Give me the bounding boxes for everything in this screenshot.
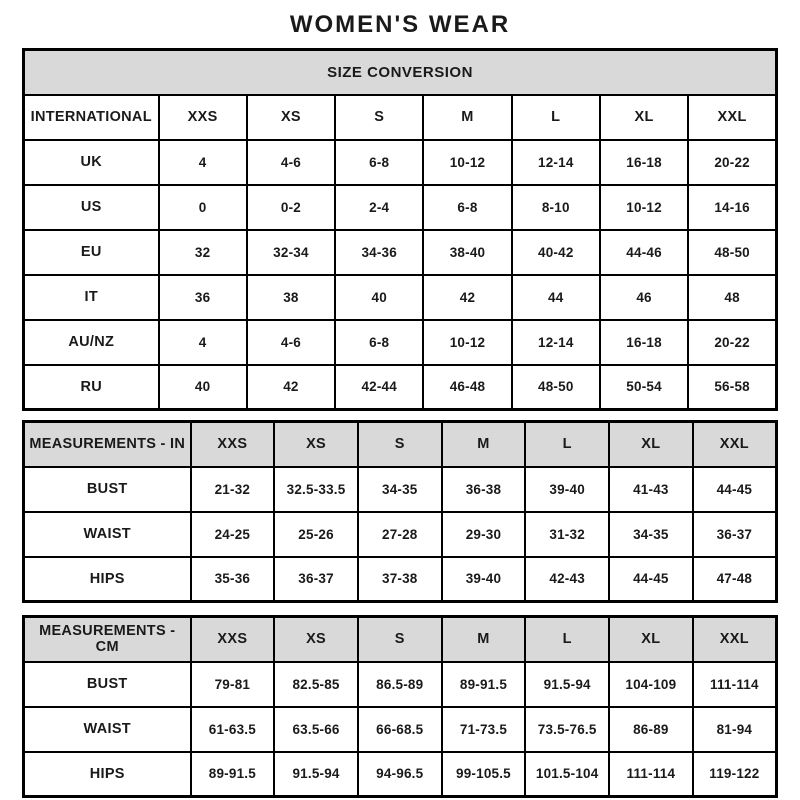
row-label-cell: IT xyxy=(24,275,159,320)
value-cell: 41-43 xyxy=(609,467,693,512)
value-cell: 66-68.5 xyxy=(358,707,442,752)
column-header-row xyxy=(24,422,777,467)
value-cell: 39-40 xyxy=(525,467,609,512)
size-conversion-table xyxy=(22,48,778,411)
value-cell: 14-16 xyxy=(688,185,776,230)
value-cell: 34-35 xyxy=(609,512,693,557)
row-label-cell: EU xyxy=(24,230,159,275)
column-header-cell: L xyxy=(525,617,609,662)
column-header-row xyxy=(24,95,777,140)
column-header-cell: XS xyxy=(274,617,358,662)
value-cell: 6-8 xyxy=(335,140,423,185)
row-label-cell: HIPS xyxy=(24,752,191,797)
row-label-cell: WAIST xyxy=(24,707,191,752)
value-cell: 32 xyxy=(159,230,247,275)
value-cell: 50-54 xyxy=(600,365,688,410)
value-cell: 48-50 xyxy=(512,365,600,410)
value-cell: 86-89 xyxy=(609,707,693,752)
value-cell: 63.5-66 xyxy=(274,707,358,752)
column-header-cell: S xyxy=(358,617,442,662)
table-row xyxy=(24,662,777,707)
row-label-cell: UK xyxy=(24,140,159,185)
value-cell: 10-12 xyxy=(600,185,688,230)
column-header-cell: S xyxy=(358,422,442,467)
row-label-cell: AU/NZ xyxy=(24,320,159,365)
value-cell: 6-8 xyxy=(423,185,511,230)
column-header-cell: XXL xyxy=(693,617,777,662)
value-cell: 89-91.5 xyxy=(191,752,275,797)
row-label-cell: WAIST xyxy=(24,512,191,557)
value-cell: 44-45 xyxy=(693,467,777,512)
value-cell: 42 xyxy=(247,365,335,410)
column-header-cell: XS xyxy=(247,95,335,140)
value-cell: 4 xyxy=(159,320,247,365)
column-header-cell: XXL xyxy=(693,422,777,467)
table-row xyxy=(24,185,777,230)
row-label-cell: BUST xyxy=(24,467,191,512)
value-cell: 40 xyxy=(335,275,423,320)
column-header-cell: XL xyxy=(609,617,693,662)
value-cell: 73.5-76.5 xyxy=(525,707,609,752)
value-cell: 36 xyxy=(159,275,247,320)
table-row xyxy=(24,557,777,602)
column-header-cell: L xyxy=(512,95,600,140)
value-cell: 81-94 xyxy=(693,707,777,752)
value-cell: 71-73.5 xyxy=(442,707,526,752)
value-cell: 0 xyxy=(159,185,247,230)
value-cell: 32-34 xyxy=(247,230,335,275)
value-cell: 46-48 xyxy=(423,365,511,410)
value-cell: 86.5-89 xyxy=(358,662,442,707)
value-cell: 101.5-104 xyxy=(525,752,609,797)
column-header-cell: M xyxy=(423,95,511,140)
value-cell: 10-12 xyxy=(423,140,511,185)
column-header-cell: XL xyxy=(609,422,693,467)
value-cell: 56-58 xyxy=(688,365,776,410)
table-row xyxy=(24,140,777,185)
value-cell: 37-38 xyxy=(358,557,442,602)
row-label-cell: BUST xyxy=(24,662,191,707)
value-cell: 25-26 xyxy=(274,512,358,557)
value-cell: 48 xyxy=(688,275,776,320)
value-cell: 20-22 xyxy=(688,140,776,185)
column-header-cell: XXS xyxy=(159,95,247,140)
value-cell: 44-46 xyxy=(600,230,688,275)
table-row xyxy=(24,512,777,557)
tables-container xyxy=(0,48,800,798)
value-cell: 39-40 xyxy=(442,557,526,602)
value-cell: 46 xyxy=(600,275,688,320)
value-cell: 111-114 xyxy=(693,662,777,707)
value-cell: 89-91.5 xyxy=(442,662,526,707)
value-cell: 40-42 xyxy=(512,230,600,275)
measurements-cm-table xyxy=(22,615,778,798)
column-header-cell: M xyxy=(442,422,526,467)
value-cell: 29-30 xyxy=(442,512,526,557)
value-cell: 44-45 xyxy=(609,557,693,602)
value-cell: 34-36 xyxy=(335,230,423,275)
row-label-cell: HIPS xyxy=(24,557,191,602)
value-cell: 82.5-85 xyxy=(274,662,358,707)
table-row xyxy=(24,467,777,512)
value-cell: 10-12 xyxy=(423,320,511,365)
table-banner: SIZE CONVERSION xyxy=(24,50,777,95)
value-cell: 34-35 xyxy=(358,467,442,512)
value-cell: 38 xyxy=(247,275,335,320)
value-cell: 12-14 xyxy=(512,320,600,365)
value-cell: 47-48 xyxy=(693,557,777,602)
value-cell: 42-43 xyxy=(525,557,609,602)
value-cell: 91.5-94 xyxy=(525,662,609,707)
value-cell: 24-25 xyxy=(191,512,275,557)
value-cell: 27-28 xyxy=(358,512,442,557)
value-cell: 12-14 xyxy=(512,140,600,185)
value-cell: 48-50 xyxy=(688,230,776,275)
value-cell: 38-40 xyxy=(423,230,511,275)
value-cell: 20-22 xyxy=(688,320,776,365)
value-cell: 8-10 xyxy=(512,185,600,230)
table-banner-row xyxy=(24,50,777,95)
value-cell: 16-18 xyxy=(600,320,688,365)
column-header-cell: XXL xyxy=(688,95,776,140)
value-cell: 42-44 xyxy=(335,365,423,410)
value-cell: 0-2 xyxy=(247,185,335,230)
value-cell: 36-38 xyxy=(442,467,526,512)
table-row xyxy=(24,275,777,320)
table-row xyxy=(24,365,777,410)
value-cell: 4-6 xyxy=(247,140,335,185)
column-header-cell: XXS xyxy=(191,617,275,662)
page-title: WOMEN'S WEAR xyxy=(289,11,511,38)
header-label-cell: MEASUREMENTS - IN xyxy=(24,422,191,467)
measurements-in-table xyxy=(22,420,778,603)
value-cell: 4-6 xyxy=(247,320,335,365)
table-row xyxy=(24,230,777,275)
value-cell: 94-96.5 xyxy=(358,752,442,797)
column-header-cell: XS xyxy=(274,422,358,467)
value-cell: 32.5-33.5 xyxy=(274,467,358,512)
value-cell: 99-105.5 xyxy=(442,752,526,797)
table-row xyxy=(24,707,777,752)
value-cell: 36-37 xyxy=(274,557,358,602)
column-header-cell: M xyxy=(442,617,526,662)
column-header-cell: XL xyxy=(600,95,688,140)
column-header-cell: L xyxy=(525,422,609,467)
value-cell: 79-81 xyxy=(191,662,275,707)
value-cell: 2-4 xyxy=(335,185,423,230)
table-row xyxy=(24,320,777,365)
value-cell: 6-8 xyxy=(335,320,423,365)
value-cell: 16-18 xyxy=(600,140,688,185)
column-header-cell: S xyxy=(335,95,423,140)
value-cell: 35-36 xyxy=(191,557,275,602)
value-cell: 61-63.5 xyxy=(191,707,275,752)
value-cell: 31-32 xyxy=(525,512,609,557)
row-label-cell: RU xyxy=(24,365,159,410)
value-cell: 104-109 xyxy=(609,662,693,707)
value-cell: 42 xyxy=(423,275,511,320)
value-cell: 111-114 xyxy=(609,752,693,797)
value-cell: 21-32 xyxy=(191,467,275,512)
value-cell: 119-122 xyxy=(693,752,777,797)
value-cell: 91.5-94 xyxy=(274,752,358,797)
table-row xyxy=(24,752,777,797)
value-cell: 36-37 xyxy=(693,512,777,557)
value-cell: 44 xyxy=(512,275,600,320)
value-cell: 4 xyxy=(159,140,247,185)
row-label-cell: US xyxy=(24,185,159,230)
header-label-cell: MEASUREMENTS - CM xyxy=(24,617,191,662)
column-header-cell: XXS xyxy=(191,422,275,467)
header-label-cell: INTERNATIONAL xyxy=(24,95,159,140)
column-header-row xyxy=(24,617,777,662)
value-cell: 40 xyxy=(159,365,247,410)
